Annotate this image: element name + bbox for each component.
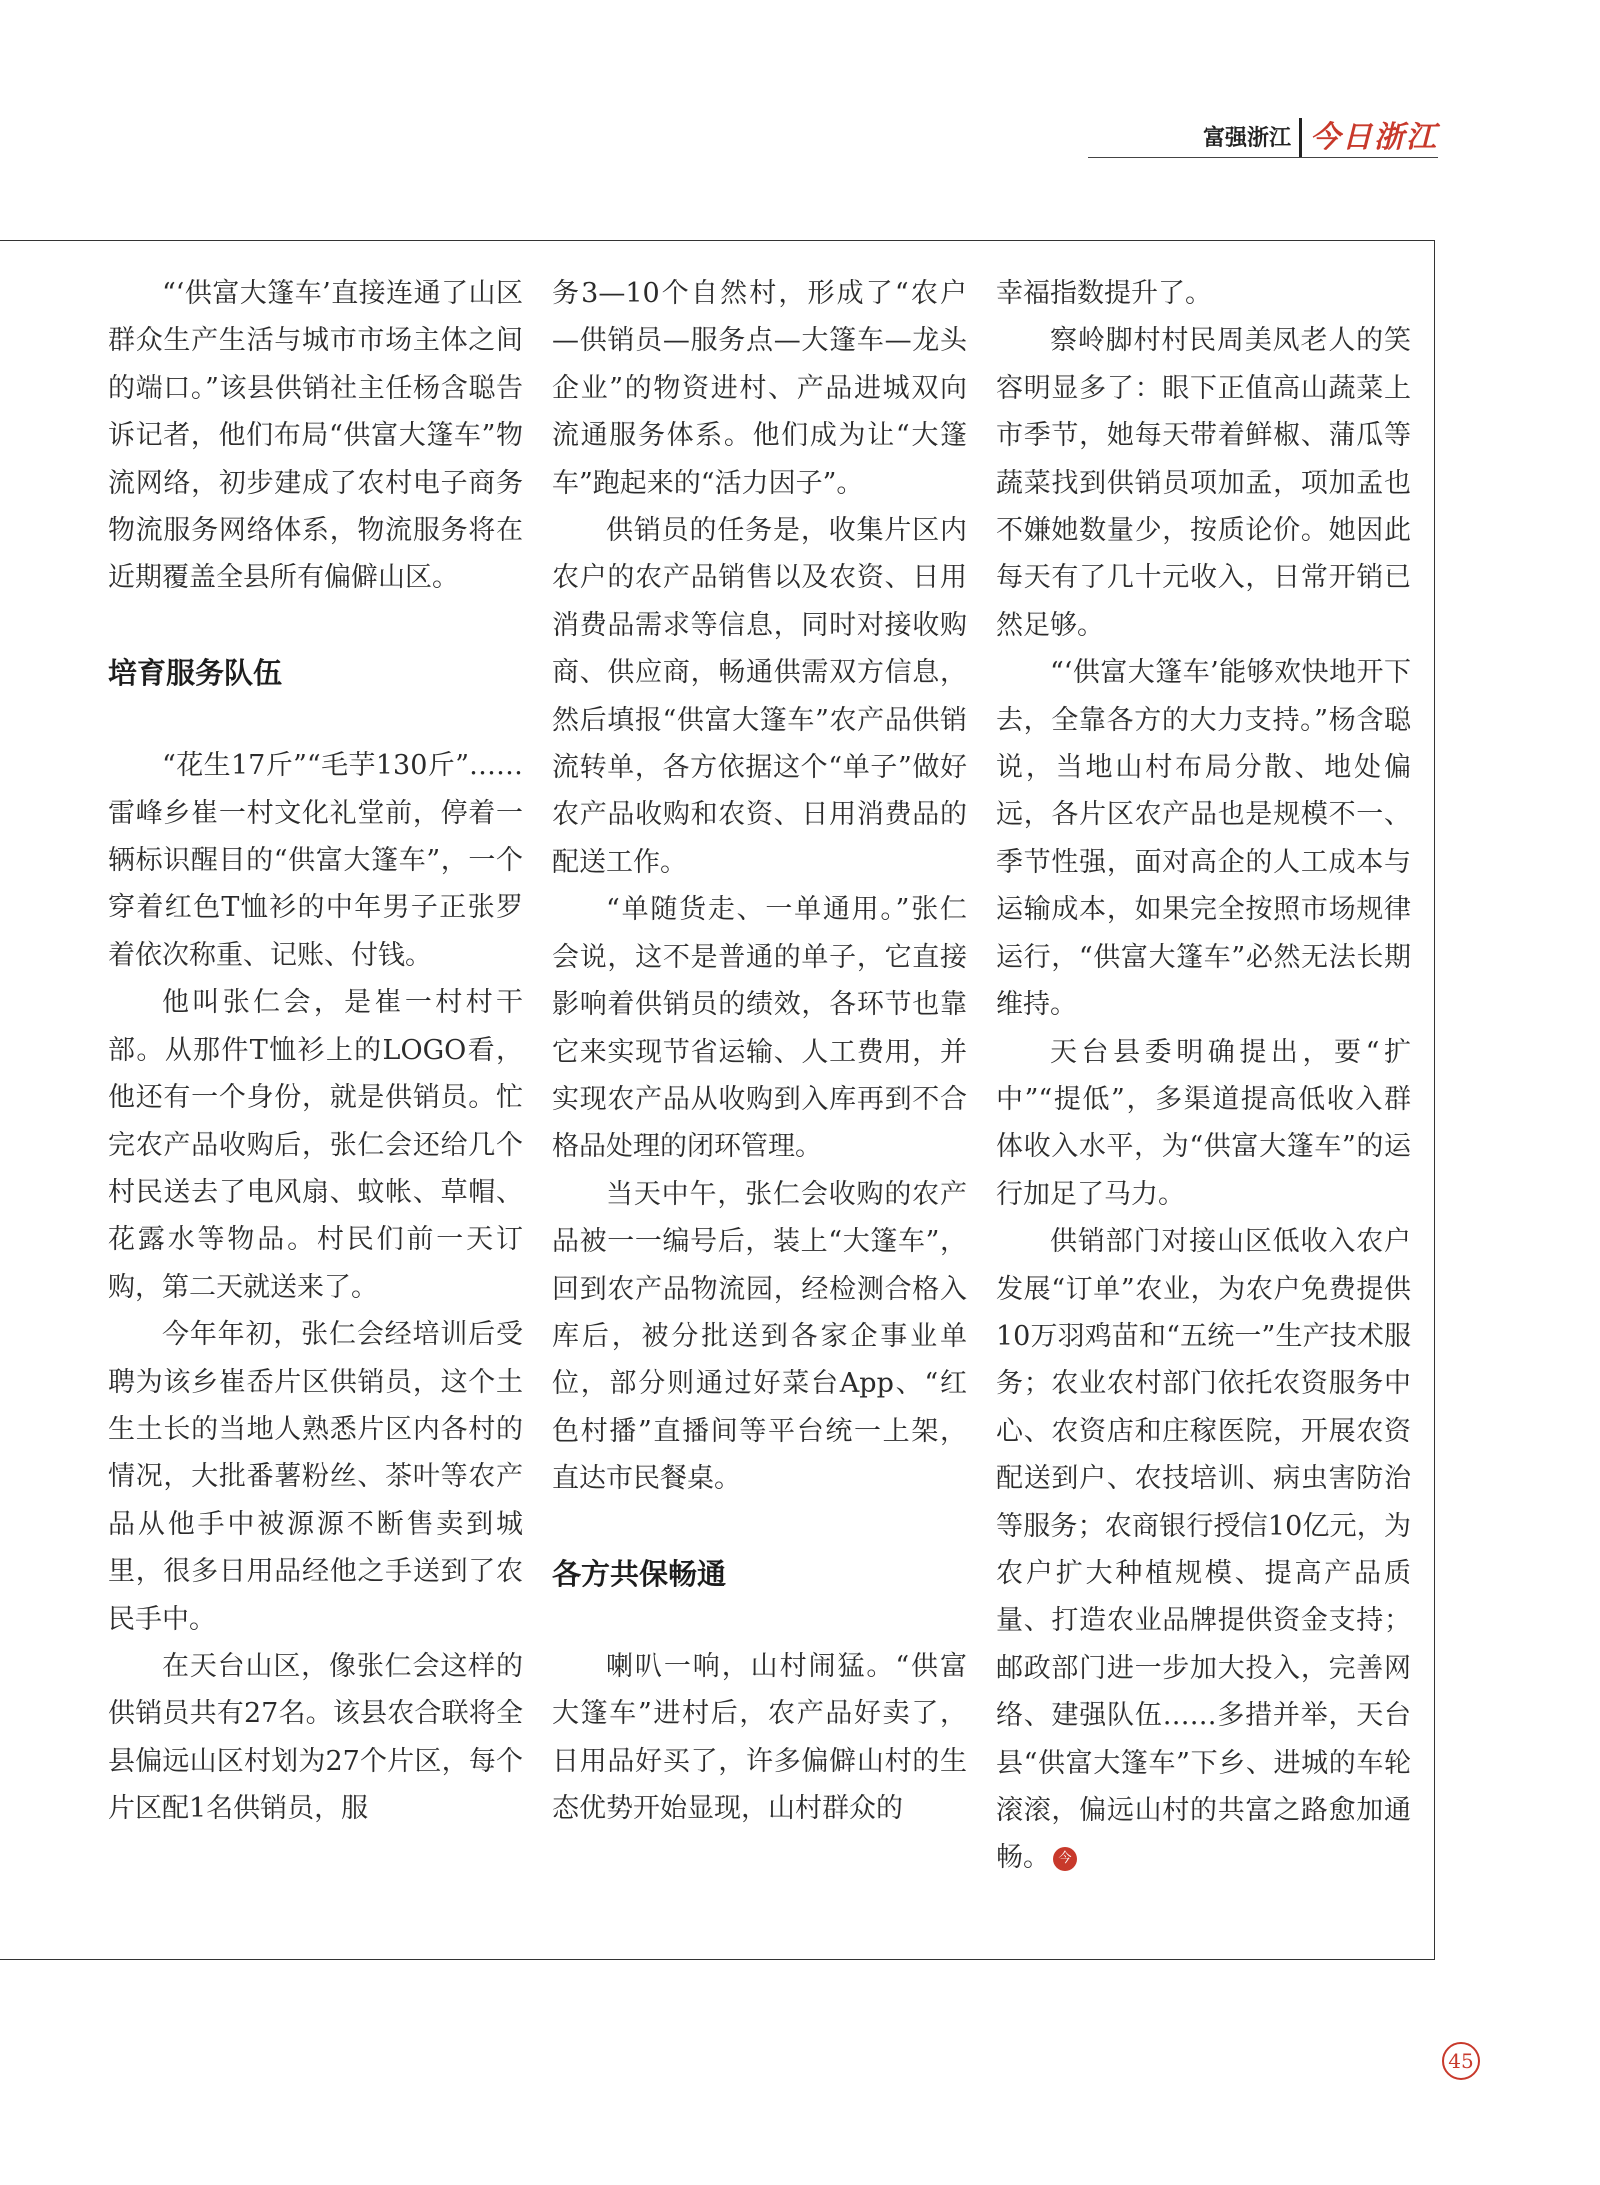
- paragraph: 当天中午，张仁会收购的农产品被一一编号后，装上“大篷车”，回到农产品物流园，经检测合格入库后，被分批送到各家企事业单位，部分则通过好菜台App、“红色村播”直播间等平台统一上架，直达市民餐桌。: [552, 1178, 967, 1495]
- column-2: [552, 270, 967, 1930]
- paragraph: 他叫张仁会，是崔一村村干部。从那件T恤衫上的LOGO看，他还有一个身份，就是供销员。忙完农产品收购后，张仁会还给几个村民送去了电风扇、蚊帐、草帽、花露水等物品。村民们前一天订购，第二天就送来了。: [108, 987, 523, 1303]
- column-3: [996, 270, 1411, 1930]
- paragraph: 天台县委明确提出，要“扩中”“提低”，多渠道提高低收入群体收入水平，为“供富大篷车”的运行加足了马力。: [996, 1036, 1411, 1210]
- paragraph: 察岭脚村村民周美凤老人的笑容明显多了：眼下正值高山蔬菜上市季节，她每天带着鲜椒、蒲瓜等蔬菜找到供销员项加孟，项加孟也不嫌她数量少，按质论价。她因此每天有了几十元收入，日常开销已然足够。: [996, 325, 1411, 641]
- paragraph: “单随货走、一单通用。”张仁会说，这不是普通的单子，它直接影响着供销员的绩效，各环节也靠它来实现节省运输、人工费用，并实现农产品从收购到入库再到不合格品处理的闭环管理。: [552, 894, 967, 1163]
- page-number: 45: [1442, 2042, 1480, 2080]
- paragraph-final: [996, 1218, 1411, 1882]
- header-rule: [1088, 157, 1438, 158]
- paragraph: “花生17斤”“毛芋130斤”……雷峰乡崔一村文化礼堂前，停着一辆标识醒目的“供富大篷车”，一个穿着红色T恤衫的中年男子正张罗着依次称重、记账、付钱。: [108, 750, 523, 971]
- section-heading: 各方共保畅通: [552, 1556, 727, 1591]
- paragraph-text: 供销部门对接山区低收入农户发展“订单”农业，为农户免费提供10万羽鸡苗和“五统一”生产技术服务；农业农村部门依托农资服务中心、农资店和庄稼医院，开展农资配送到户、农技培训、病虫害防治等服务；农商银行授信10亿元，为农户扩大种植规模、提高产品质量、打造农业品牌提供资金支持；邮政部门进一步加大投入，完善网络、建强队伍……多措并举，天台县“供富大篷车”下乡、进城的车轮滚滚，偏远山村的共富之路愈加通畅。: [996, 1226, 1411, 1874]
- paragraph: 喇叭一响，山村闹猛。“供富大篷车”进村后，农产品好卖了，日用品好买了，许多偏僻山村的生态优势开始显现，山村群众的: [552, 1650, 967, 1825]
- section-name: 富强浙江: [1202, 125, 1291, 151]
- paragraph: 供销员的任务是，收集片区内农户的农产品销售以及农资、日用消费品需求等信息，同时对接收购商、供应商，畅通供需双方信息，然后填报“供富大篷车”农产品供销流转单，各方依据这个“单子”做好农产品收购和农资、日用消费品的配送工作。: [552, 515, 967, 878]
- section-heading: 培育服务队伍: [108, 655, 283, 690]
- paragraph: 在天台山区，像张仁会这样的供销员共有27名。该县农合联将全县偏远山区村划为27个片区，每个片区配1名供销员，服: [108, 1650, 523, 1825]
- paragraph: 今年年初，张仁会经培训后受聘为该乡崔岙片区供销员，这个土生土长的当地人熟悉片区内各村的情况，大批番薯粉丝、茶叶等农产品从他手中被源源不断售卖到城里，很多日用品经他之手送到了农民手中。: [108, 1319, 523, 1635]
- paragraph-continued: 务3—10个自然村，形成了“农户—供销员—服务点—大篷车—龙头企业”的物资进村、产品进城双向流通服务体系。他们成为让“大篷车”跑起来的“活力因子”。: [552, 278, 967, 499]
- header-divider: [1299, 118, 1302, 158]
- end-mark-icon: 今: [1053, 1847, 1077, 1871]
- paragraph-continued: 幸福指数提升了。: [996, 278, 1212, 309]
- page-header: [1088, 118, 1438, 158]
- brand-logo: 今日浙江: [1310, 120, 1438, 155]
- paragraph: “‘供富大篷车’能够欢快地开下去，全靠各方的大力支持。”杨含聪说，当地山村布局分散、地处偏远，各片区农产品也是规模不一、季节性强，面对高企的人工成本与运输成本，如果完全按照市场规律运行，“供富大篷车”必然无法长期维持。: [996, 657, 1411, 1021]
- paragraph: “‘供富大篷车’直接连通了山区群众生产生活与城市市场主体之间的端口。”该县供销社主任杨含聪告诉记者，他们布局“供富大篷车”物流网络，初步建成了农村电子商务物流服务网络体系，物流服务将在近期覆盖全县所有偏僻山区。: [108, 278, 523, 594]
- column-1: [108, 270, 523, 1930]
